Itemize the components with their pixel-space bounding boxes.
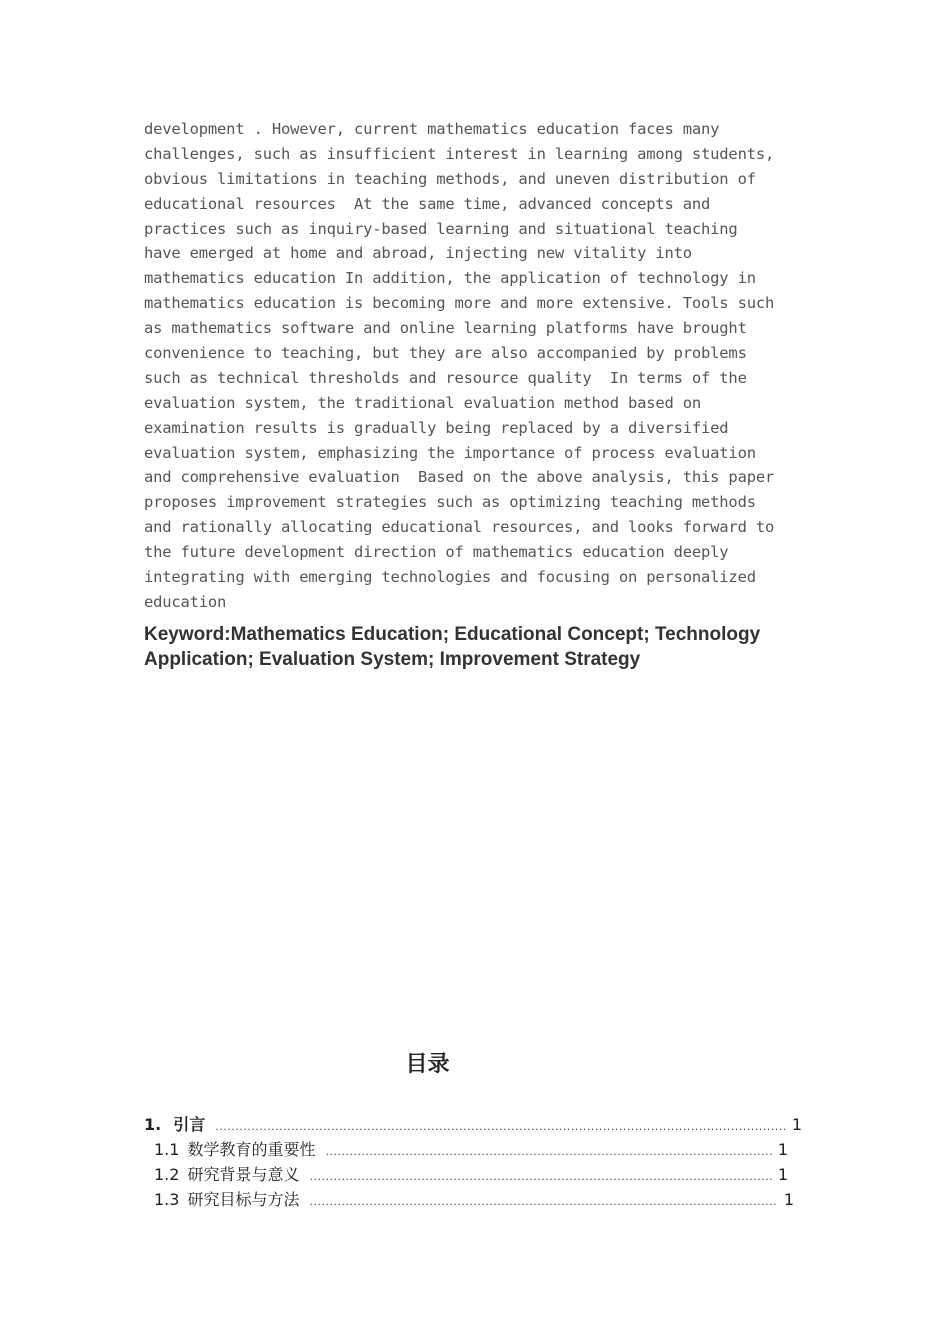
abstract-line: obvious limitations in teaching methods, and uneven distribution of bbox=[144, 169, 756, 188]
toc-entry-title: 数学教育的重要性 bbox=[187, 1140, 316, 1159]
toc-entry-title: 研究目标与方法 bbox=[187, 1190, 300, 1209]
toc-entry-page: 1 bbox=[777, 1165, 788, 1184]
abstract-line: have emerged at home and abroad, injecting new vitality into bbox=[144, 244, 692, 263]
toc-entry[interactable] bbox=[154, 1162, 788, 1186]
keywords-line: Application; Evaluation System; Improvement Strategy bbox=[144, 649, 641, 670]
toc-entry[interactable] bbox=[144, 1112, 802, 1136]
toc-entry-page: 1 bbox=[777, 1140, 788, 1159]
abstract-line: mathematics education In addition, the application of technology in bbox=[144, 269, 756, 288]
abstract-line: and rationally allocating educational resources, and looks forward to bbox=[144, 518, 775, 537]
toc-leader-dots bbox=[309, 1190, 777, 1209]
toc-entry-page: 1 bbox=[783, 1190, 794, 1209]
toc-entry-title: 研究背景与意义 bbox=[187, 1165, 300, 1184]
abstract-line: and comprehensive evaluation Based on the above analysis, this paper bbox=[144, 468, 775, 487]
abstract-line: evaluation system, the traditional evaluation method based on bbox=[144, 393, 702, 412]
abstract-line: educational resources At the same time, advanced concepts and bbox=[144, 194, 711, 213]
abstract-line: such as technical thresholds and resource quality In terms of the bbox=[144, 368, 747, 387]
toc-entry-title: 引言 bbox=[173, 1115, 206, 1134]
toc-leader-dots bbox=[325, 1140, 771, 1159]
abstract-line: integrating with emerging technologies and focusing on personalized bbox=[144, 568, 756, 587]
abstract-line: as mathematics software and online learning platforms have brought bbox=[144, 319, 747, 338]
abstract-line: challenges, such as insufficient interest in learning among students, bbox=[144, 144, 775, 163]
toc-entry-number: 1.3 bbox=[154, 1190, 180, 1209]
toc-entry-number: 1.1 bbox=[154, 1140, 180, 1159]
toc-entry[interactable] bbox=[154, 1137, 788, 1161]
abstract-line: education bbox=[144, 592, 227, 611]
toc-leader-dots bbox=[309, 1165, 771, 1184]
toc-entry-number: 1.2 bbox=[154, 1165, 180, 1184]
abstract-text bbox=[144, 117, 824, 615]
abstract-line: practices such as inquiry-based learning and situational teaching bbox=[144, 219, 738, 238]
keywords-line: Keyword:Mathematics Education; Educational Concept; Technology bbox=[144, 624, 761, 645]
abstract-line: proposes improvement strategies such as optimizing teaching methods bbox=[144, 493, 756, 512]
toc-entry-page: 1 bbox=[791, 1115, 802, 1134]
abstract-line: convenience to teaching, but they are also accompanied by problems bbox=[144, 344, 747, 363]
abstract-line: examination results is gradually being replaced by a diversified bbox=[144, 418, 729, 437]
abstract-line: evaluation system, emphasizing the importance of process evaluation bbox=[144, 443, 756, 462]
toc-title: 目录 bbox=[405, 1052, 450, 1077]
abstract-line: mathematics education is becoming more and more extensive. Tools such bbox=[144, 294, 775, 313]
toc-leader-dots bbox=[215, 1115, 786, 1134]
keywords bbox=[144, 622, 824, 672]
toc-entry-number: 1. bbox=[144, 1115, 162, 1134]
abstract-line: the future development direction of mathematics education deeply bbox=[144, 543, 729, 562]
abstract-line: development . However, current mathematics education faces many bbox=[144, 120, 720, 138]
toc-entry[interactable] bbox=[154, 1187, 794, 1211]
